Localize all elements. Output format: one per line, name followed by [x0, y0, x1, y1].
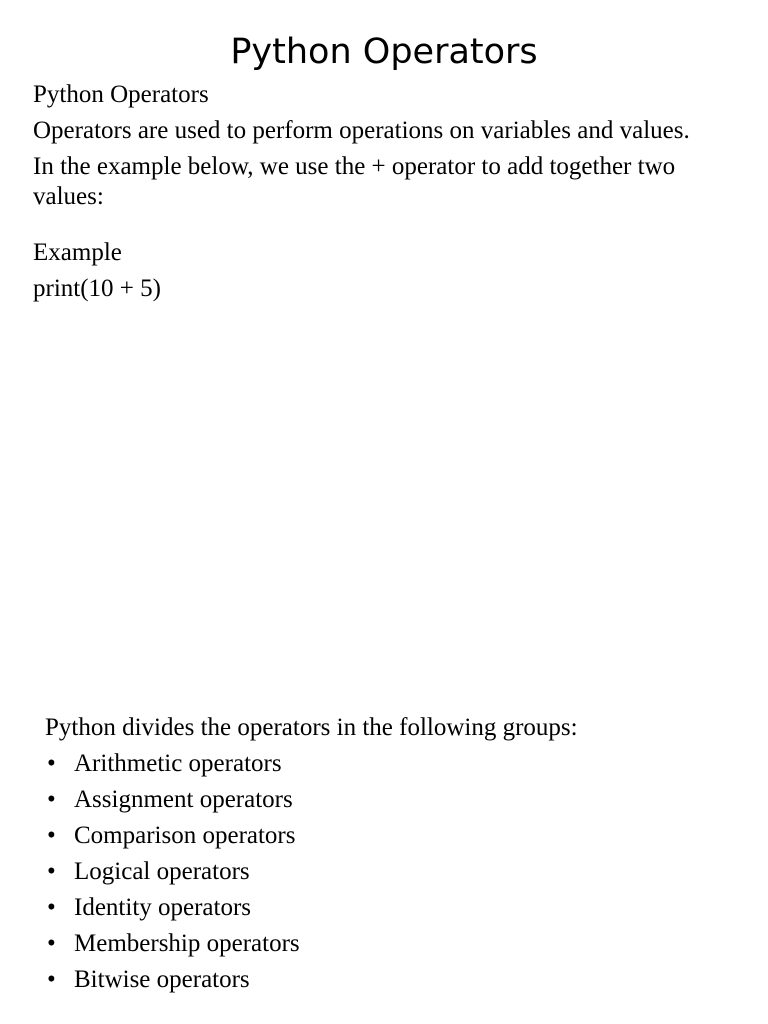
- intro-example-explanation: In the example below, we use the + operator to add together two values:: [33, 153, 676, 210]
- operator-groups-section: [45, 713, 735, 1001]
- list-item-label: Arithmetic operators: [74, 750, 282, 777]
- list-item-label: Comparison operators: [74, 822, 296, 849]
- intro-heading: Python Operators: [33, 81, 209, 108]
- operator-groups-list: [45, 749, 735, 1001]
- bullet-icon: •: [47, 858, 56, 885]
- bullet-icon: •: [47, 750, 56, 777]
- list-item: [45, 893, 735, 929]
- list-item: [45, 929, 735, 965]
- list-item: [45, 965, 735, 1001]
- list-item-label: Membership operators: [74, 930, 300, 957]
- example-label: Example: [33, 239, 122, 266]
- intro-description: Operators are used to perform operations on variables and values.: [33, 117, 690, 144]
- list-item: [45, 821, 735, 857]
- groups-intro: Python divides the operators in the following groups:: [45, 714, 578, 741]
- intro-section: [33, 80, 733, 310]
- bullet-icon: •: [47, 894, 56, 921]
- list-item-label: Bitwise operators: [74, 966, 250, 993]
- bullet-icon: •: [47, 930, 56, 957]
- list-item-label: Logical operators: [74, 858, 250, 885]
- list-item-label: Identity operators: [74, 894, 252, 921]
- list-item-label: Assignment operators: [74, 786, 293, 813]
- list-item: [45, 749, 735, 785]
- example-code: print(10 + 5): [33, 275, 161, 302]
- list-item: [45, 857, 735, 893]
- bullet-icon: •: [47, 822, 56, 849]
- list-item: [45, 785, 735, 821]
- slide-title: Python Operators: [230, 32, 538, 72]
- bullet-icon: •: [47, 786, 56, 813]
- bullet-icon: •: [47, 966, 56, 993]
